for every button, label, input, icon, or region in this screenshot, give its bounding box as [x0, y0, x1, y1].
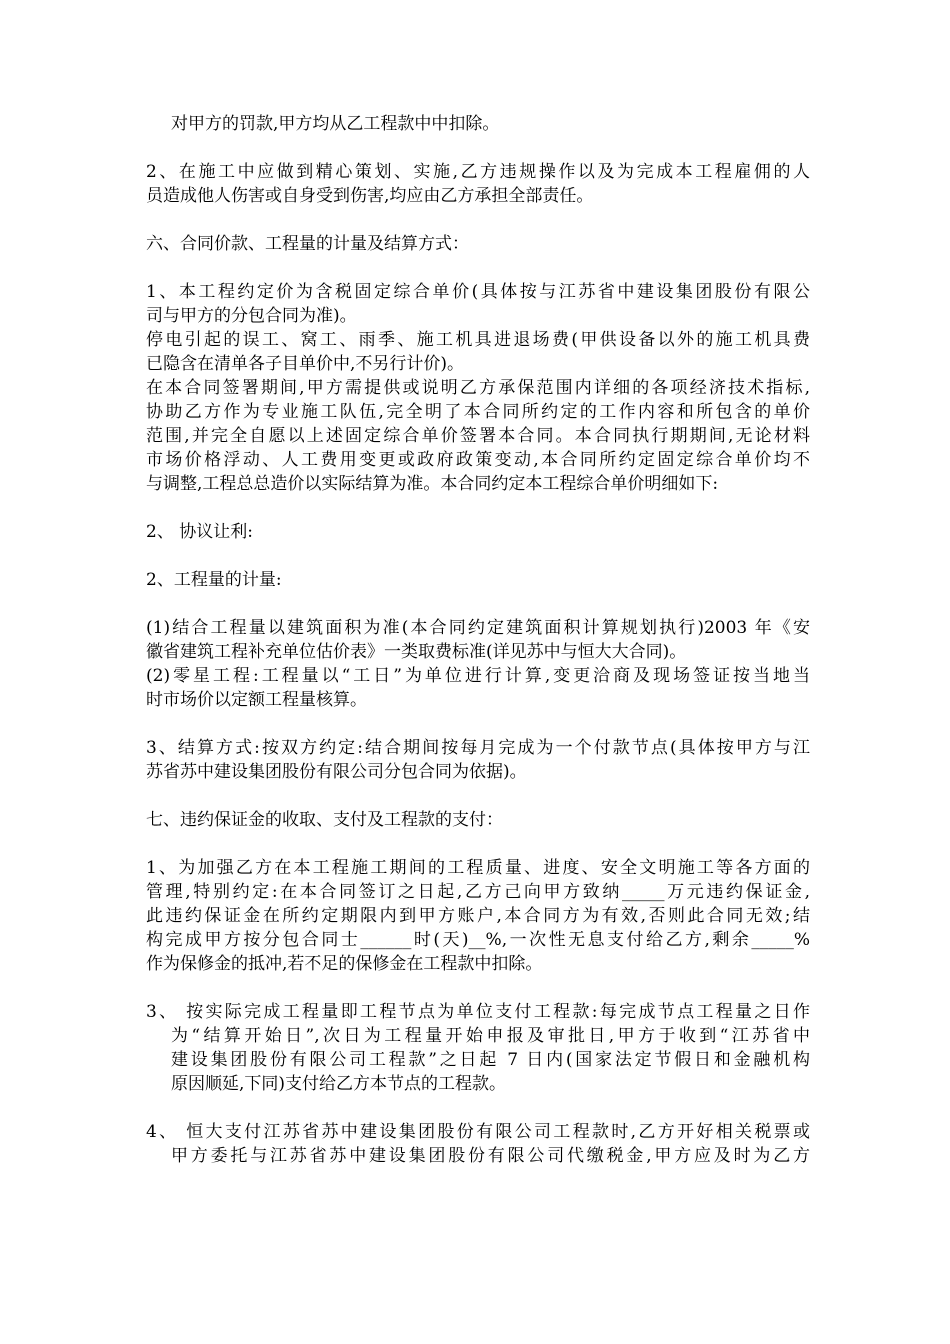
text-line: (1)结合工程量以建筑面积为准(本合同约定建筑面积计算规划执行)2003 年《安: [146, 618, 810, 638]
clause-2-discount: 2、 协议让利:: [146, 522, 253, 542]
text-line: (2)零星工程:工程量以“工日”为单位进行计算,变更洽商及现场签证按当地当: [146, 666, 810, 686]
text-line: 作为保修金的抵冲,若不足的保修金在工程款中扣除。: [146, 954, 543, 974]
text-line: 管理,特别约定:在本合同签订之日起,乙方己向甲方致纳_____万元违约保证金,: [146, 882, 810, 902]
text-line: 为“结算开始日”,次日为工程量开始申报及审批日,甲方于收到“江苏省中: [171, 1026, 810, 1046]
clause-4-tax: [146, 1120, 810, 1168]
text-line: 时市场价以定额工程量核算。: [146, 690, 367, 710]
text-line: 苏省苏中建设集团股份有限公司分包合同为依据)。: [146, 762, 527, 782]
text-line: 员造成他人伤害或自身受到伤害,均应由乙方承担全部责任。: [146, 186, 594, 206]
clause-2-quantity: 2、工程量的计量:: [146, 570, 282, 590]
text-line: 市场价格浮动、人工费用变更或政府政策变动,本合同所约定固定综合单价均不: [146, 450, 810, 470]
clause-1-deposit: [146, 856, 810, 976]
section-heading-7: 七、违约保证金的收取、支付及工程款的支付：: [146, 810, 503, 830]
clause-2-safety: [146, 160, 810, 208]
text-line: 协助乙方作为专业施工队伍,完全明了本合同所约定的工作内容和所包含的单价: [146, 402, 810, 422]
text-line: 3、 按实际完成工程量即工程节点为单位支付工程款:每完成节点工程量之日作: [146, 1002, 810, 1022]
text-line: 在本合同签署期间,甲方需提供或说明乙方承保范围内详细的各项经济技术指标,: [146, 378, 810, 398]
text-line: 1、本工程约定价为含税固定综合单价(具体按与江苏省中建设集团股份有限公: [146, 282, 810, 302]
text-line: 司与甲方的分包合同为准)。: [146, 306, 357, 326]
text-line: 2、在施工中应做到精心策划、实施,乙方违规操作以及为完成本工程雇佣的人: [146, 162, 810, 182]
text-line: 范围,并完全自愿以上述固定综合单价签署本合同。本合同执行期期间,无论材料: [146, 426, 810, 446]
text-line: 停电引起的误工、窝工、雨季、施工机具进退场费(甲供设备以外的施工机具费: [146, 330, 810, 350]
section-heading-6: 六、合同价款、工程量的计量及结算方式：: [146, 234, 469, 254]
text-line: 1、为加强乙方在本工程施工期间的工程质量、进度、安全文明施工等各方面的: [146, 858, 810, 878]
text-line: 3、结算方式:按双方约定:结合期间按每月完成为一个付款节点(具体按甲方与江: [146, 738, 810, 758]
clause-1-contract-price: [146, 280, 810, 496]
paragraph-continuation: 对甲方的罚款,甲方均从乙工程款中中扣除。: [171, 114, 500, 134]
clause-quantity-details: [146, 616, 810, 712]
text-line: 甲方委托与江苏省苏中建设集团股份有限公司代缴税金,甲方应及时为乙方: [171, 1146, 810, 1166]
document-body: [146, 112, 810, 1168]
text-line: 4、 恒大支付江苏省苏中建设集团股份有限公司工程款时,乙方开好相关税票或: [146, 1122, 810, 1142]
text-line: 与调整,工程总总造价以实际结算为准。本合同约定本工程综合单价明细如下:: [146, 474, 719, 494]
text-line: 构完成甲方按分包合同士______时(天)__%,一次性无息支付给乙方,剩余_____%: [146, 930, 810, 950]
text-line: 徽省建筑工程补充单位估价表》一类取费标准(详见苏中与恒大大合同)。: [146, 642, 687, 662]
text-line: 原因顺延,下同)支付给乙方本节点的工程款。: [171, 1074, 507, 1094]
text-line: 建设集团股份有限公司工程款”之日起 7 日内(国家法定节假日和金融机构: [171, 1050, 810, 1070]
clause-3-settlement: [146, 736, 810, 784]
text-line: 此违约保证金在所约定期限内到甲方账户,本合同方为有效,否则此合同无效;结: [146, 906, 810, 926]
text-line: 已隐含在清单各子目单价中,不另行计价)。: [146, 354, 465, 374]
clause-3-payment: [146, 1000, 810, 1096]
